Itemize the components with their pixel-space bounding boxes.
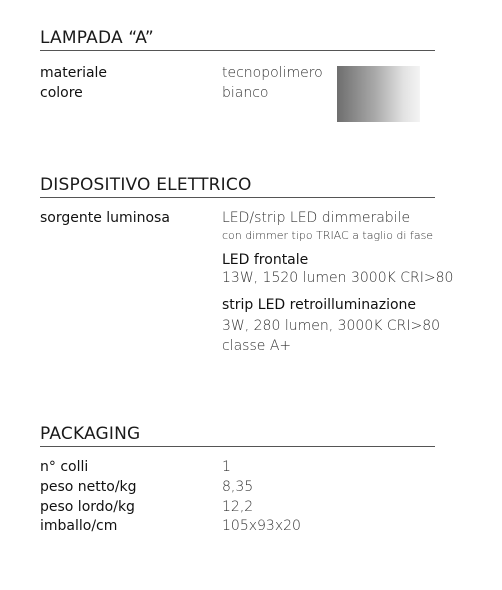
section-divider-packaging xyxy=(40,446,435,447)
color-swatch xyxy=(337,66,420,122)
label-peso-netto: peso netto/kg xyxy=(40,479,137,495)
led-frontale-spec: 13W, 1520 lumen 3000K CRI>80 xyxy=(222,270,454,286)
dimmer-note: con dimmer tipo TRIAC a taglio di fase xyxy=(222,229,434,242)
value-sorgente: LED/strip LED dimmerabile xyxy=(222,210,411,226)
value-peso-netto: 8,35 xyxy=(222,479,254,495)
value-n-colli: 1 xyxy=(222,459,231,475)
label-peso-lordo: peso lordo/kg xyxy=(40,499,135,515)
led-frontale-heading: LED frontale xyxy=(222,252,309,268)
section-divider-dispositivo xyxy=(40,197,435,198)
label-imballo: imballo/cm xyxy=(40,518,118,534)
value-imballo: 105x93x20 xyxy=(222,518,301,534)
section-title-lampada: LAMPADA “A” xyxy=(40,28,154,48)
section-title-dispositivo: DISPOSITIVO ELETTRICO xyxy=(40,175,252,195)
label-materiale: materiale xyxy=(40,65,108,81)
section-title-packaging: PACKAGING xyxy=(40,424,141,444)
value-peso-lordo: 12,2 xyxy=(222,499,254,515)
strip-led-class: classe A+ xyxy=(222,338,292,354)
value-materiale: tecnopolimero xyxy=(222,65,323,81)
label-n-colli: n° colli xyxy=(40,459,89,475)
section-divider-lampada xyxy=(40,50,435,51)
label-sorgente-luminosa: sorgente luminosa xyxy=(40,210,170,226)
strip-led-spec: 3W, 280 lumen, 3000K CRI>80 xyxy=(222,318,441,334)
value-colore: bianco xyxy=(222,85,269,101)
strip-led-heading: strip LED retroilluminazione xyxy=(222,297,417,313)
label-colore: colore xyxy=(40,85,83,101)
